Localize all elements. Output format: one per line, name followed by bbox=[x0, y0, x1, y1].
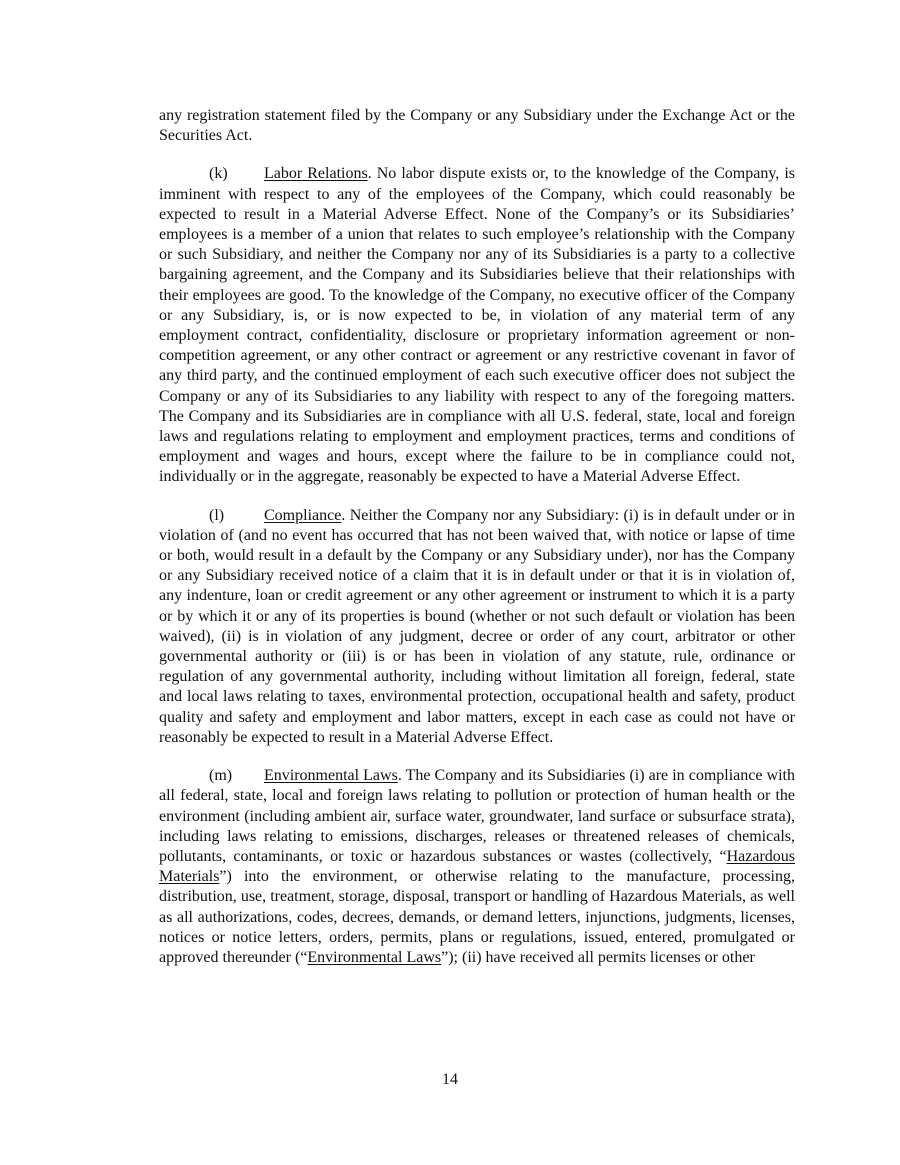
defined-term-hazardous-materials: Hazardous Materials bbox=[159, 847, 795, 886]
section-l-body: . Neither the Company nor any Subsidiary: (i) is in default under or in violation of (and no event has occurred that has not been waived that, with notice or lapse of time or both, would result in a default by the Company or any Subsidiary under), nor has the Company or any Subsidiary received notice of a claim that it is in default under or that it is in violation of, any indenture, loan or credit agreement or any other agreement or instrument to which it is a party or by which it or any of its properties is bound (whether or not such default or violation has been waived), (ii) is in violation of any judgment, decree or order of any court, arbitrator or other governmental authority or (iii) is or has been in violation of any statute, rule, ordinance or regulation of any governmental authority, including without limitation all foreign, federal, state and local laws relating to taxes, environmental protection, occupational health and safety, product quality and safety and employment and labor matters, except in each case as could not have or reasonably be expected to result in a Material Adverse Effect. bbox=[159, 506, 795, 746]
section-m-body-part1: . The Company and its Subsidiaries (i) are in compliance with all federal, state, local and foreign laws relating to pollution or protection of human health or the environment (including ambient air, surface water, groundwater, land surface or subsurface strata), including laws relating to emissions, discharges, releases or threatened releases of chemicals, pollutants, contaminants, or toxic or hazardous substances or wastes (collectively, “ bbox=[159, 767, 795, 865]
opening-paragraph: any registration statement filed by the Company or any Subsidiary under the Exchange Act or the Securities Act. bbox=[159, 107, 795, 145]
section-l-compliance bbox=[159, 506, 795, 748]
section-k-body: . No labor dispute exists or, to the knowledge of the Company, is imminent with respect to any of the employees of the Company, which could reasonably be expected to result in a Material Adverse Effect. None of the Company’s or its Subsidiaries’ employees is a member of a union that relates to such employee’s relationship with the Company or such Subsidiary, and neither the Company nor any of its Subsidiaries is a party to a collective bargaining agreement, and the Company and its Subsidiaries believe that their relationships with their employees are good. To the knowledge of the Company, no executive officer of the Company or any Subsidiary, is, or is now expected to be, in violation of any material term of any employment contract, confidentiality, disclosure or proprietary information agreement or non-competition agreement, or any other contract or agreement or any restrictive covenant in favor of any third party, and the continued employment of each such executive officer does not subject the Company or any of its Subsidiaries to any liability with respect to any of the foregoing matters. The Company and its Subsidiaries are in compliance with all U.S. federal, state, local and foreign laws and regulations relating to employment and employment practices, terms and conditions of employment and wages and hours, except where the failure to be in compliance could not, individually or in the aggregate, reasonably be expected to have a Material Adverse Effect. bbox=[159, 165, 796, 486]
section-m-environmental-laws bbox=[159, 766, 795, 968]
section-m-body-part2: ”) into the environment, or otherwise relating to the manufacture, processing, distribution, use, treatment, storage, disposal, transport or handling of Hazardous Materials, as well as all authorizations, codes, decrees, demands, or demand letters, injunctions, judgments, licenses, notices or notice letters, orders, permits, plans or regulations, issued, entered, promulgated or approved thereunder (“ bbox=[159, 868, 795, 966]
section-m-number: (m) bbox=[209, 767, 233, 785]
section-k-labor-relations bbox=[159, 164, 795, 487]
defined-term-environmental-laws: Environmental Laws bbox=[307, 948, 442, 966]
section-k-number: (k) bbox=[209, 165, 228, 183]
section-l-number: (l) bbox=[209, 506, 225, 524]
section-l-heading: Compliance bbox=[264, 506, 342, 524]
section-k-heading: Labor Relations bbox=[264, 165, 368, 183]
section-m-heading: Environmental Laws bbox=[264, 767, 398, 785]
page-number: 14 bbox=[442, 1071, 458, 1088]
section-m-body-part3: ”); (ii) have received all permits licenses or other bbox=[441, 948, 755, 966]
document-page bbox=[159, 106, 795, 968]
